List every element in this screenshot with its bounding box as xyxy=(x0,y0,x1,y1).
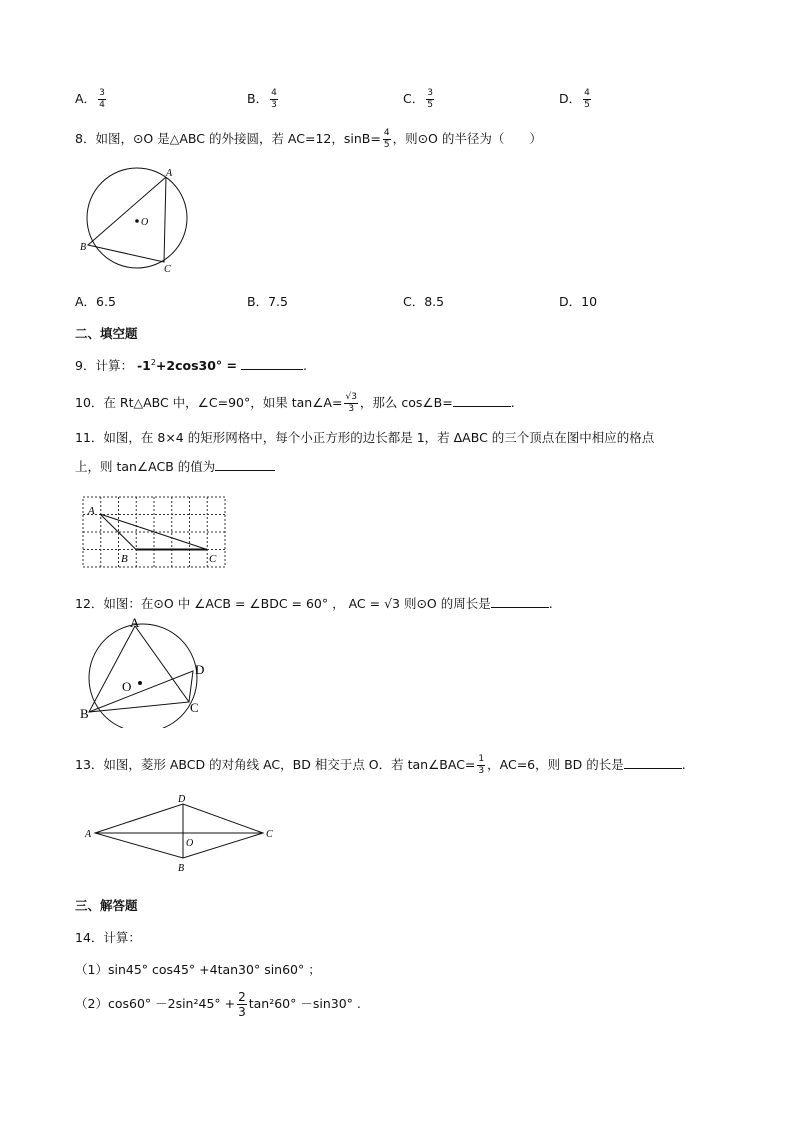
q7-option-c: C． $\frac{3}{5}$ xyxy=(403,88,433,110)
q14-part2: （2）cos60° －2sin²45° + $\frac{2}{3}$ tan²60° －sin30° . xyxy=(75,990,361,1019)
q10-question: 10．在 Rt△ABC 中，∠C=90°，如果 tan∠A= $\frac{√3}{3}$ ，那么 cos∠B= . xyxy=(75,392,515,414)
q8-option-c: C．8.5 xyxy=(403,294,445,309)
q12-segments-bd-dc xyxy=(89,671,193,712)
q8-option-d: D．10 xyxy=(559,294,598,309)
q13-label-b: B xyxy=(178,863,185,874)
q12-center-dot xyxy=(138,681,142,685)
q11-label-a: A xyxy=(88,505,95,517)
q14-part1: （1）sin45° cos45° +4tan30° sin60° ； xyxy=(75,962,321,977)
q9-question: 9．计算： $-1^2+2\cos 30^\circ$ = . xyxy=(75,357,307,373)
q12-triangle-abc xyxy=(89,626,189,712)
section-answer-heading: 三、解答题 xyxy=(75,898,138,913)
q13-question: 13．如图，菱形 ABCD 的对角线 AC，BD 相交于点 O．若 tan∠BAC= $\frac{1}{3}$ ，AC=6，则 BD 的长是 . xyxy=(75,754,686,776)
q12-answer-blank xyxy=(491,597,549,608)
q8-label-a: A xyxy=(166,168,173,179)
q11-line2: 上，则 tan∠ACB 的值为 xyxy=(75,457,275,475)
q11-label-b: B xyxy=(121,553,128,565)
section-fill-in-heading: 二、填空题 xyxy=(75,326,138,341)
q7-option-d: D． $\frac{4}{5}$ xyxy=(559,88,590,110)
q8-figure xyxy=(78,160,198,280)
q13-rhombus xyxy=(95,804,263,858)
q8-option-b: B．7.5 xyxy=(247,294,288,309)
q12-label-c: C xyxy=(190,700,199,715)
q12-label-d: D xyxy=(195,662,205,677)
q8-center-dot xyxy=(135,219,139,223)
q7-option-b: B． $\frac{4}{3}$ xyxy=(247,88,277,110)
q14-title: 14．计算： xyxy=(75,930,141,945)
q13-figure xyxy=(80,790,280,876)
q12-question: 12．如图：在⊙O 中 ∠ACB = ∠BDC = 60° ， AC = √3 则⊙O 的周长是 . xyxy=(75,596,553,611)
q12-figure xyxy=(78,616,218,728)
q13-label-o: O xyxy=(186,838,194,849)
q11-label-c: C xyxy=(209,553,217,565)
q13-label-c: C xyxy=(266,829,273,840)
q11-grid-figure xyxy=(80,494,240,576)
q12-label-a: A xyxy=(130,616,140,630)
q8-label-o: O xyxy=(141,217,149,228)
q8-option-a: A．6.5 xyxy=(75,294,116,309)
q13-answer-blank xyxy=(624,758,682,769)
q8-label-c: C xyxy=(164,264,171,275)
q7-option-a: A． $\frac{3}{4}$ xyxy=(75,88,105,110)
q8-question: 8．如图，⊙O 是△ABC 的外接圆，若 AC=12，sinB= $\frac{4}{5}$ ，则⊙O 的半径为（ ） xyxy=(75,128,542,150)
q8-circle xyxy=(87,168,187,268)
q8-label-b: B xyxy=(80,242,87,253)
q8-triangle xyxy=(88,177,166,262)
q11-line1: 11．如图，在 8×4 的矩形网格中，每个小正方形的边长都是 1，若 ΔABC 的三个顶点在图中相应的格点 xyxy=(75,430,655,445)
q10-answer-blank xyxy=(453,396,511,407)
q12-label-b: B xyxy=(80,706,89,721)
q13-label-d: D xyxy=(178,794,186,805)
q12-label-o: O xyxy=(122,679,132,694)
q13-label-a: A xyxy=(85,829,92,840)
q9-answer-blank xyxy=(241,359,303,370)
q11-answer-blank xyxy=(215,460,275,471)
